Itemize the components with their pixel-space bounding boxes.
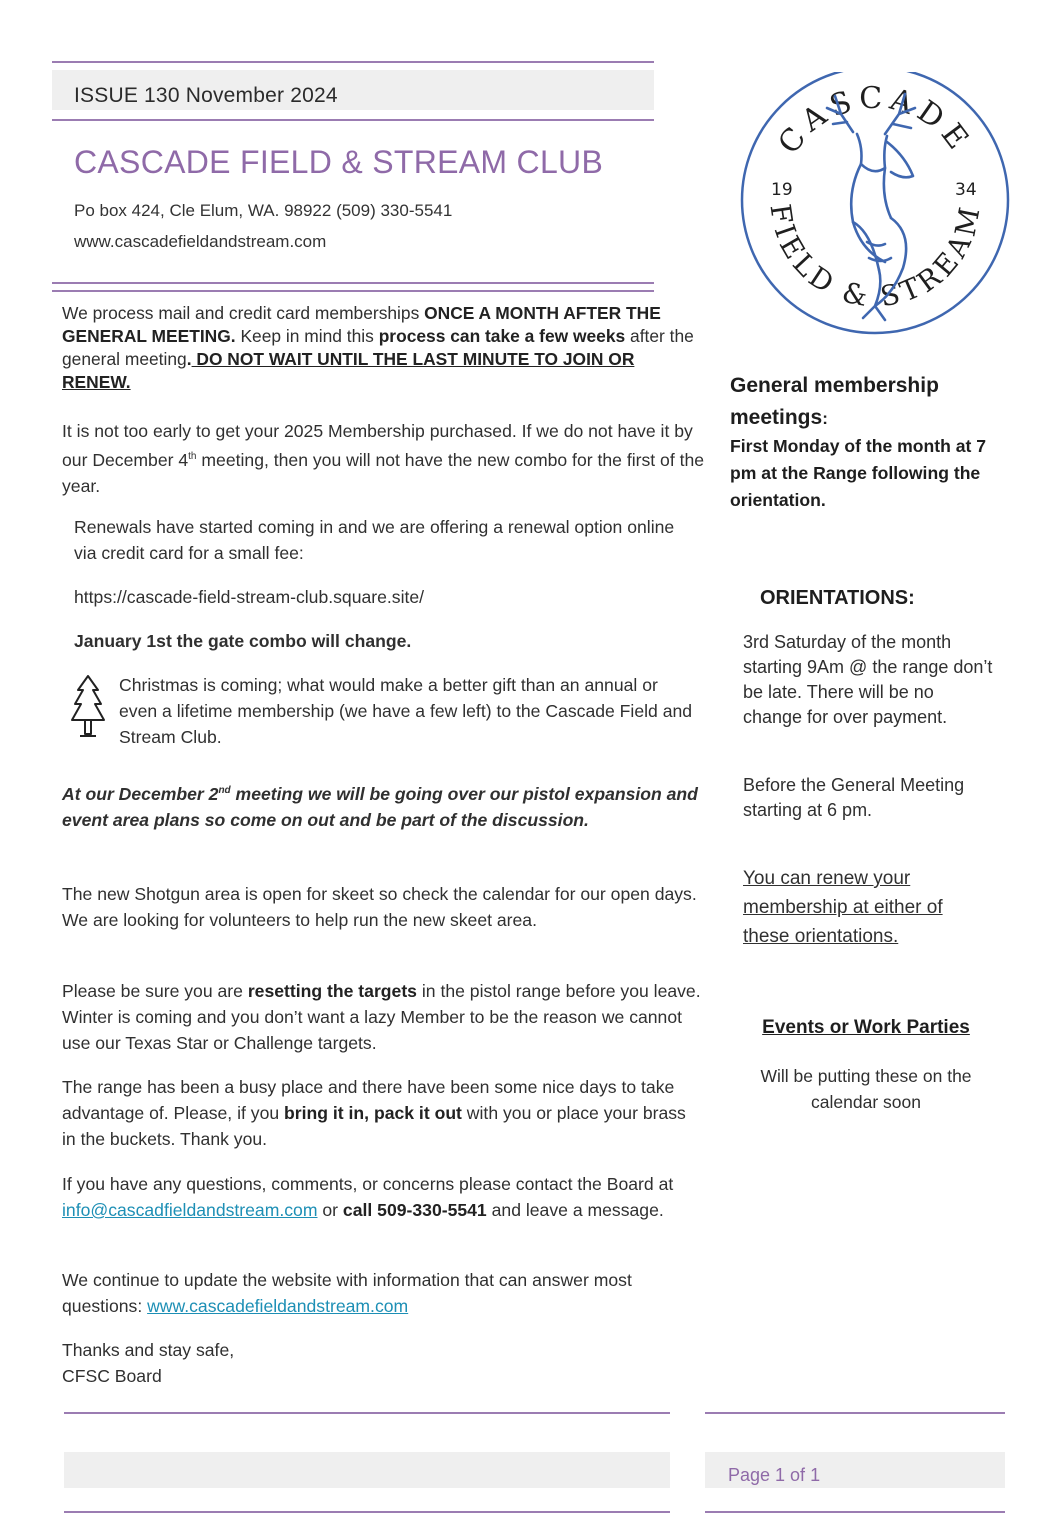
christmas-tree-icon xyxy=(70,674,106,742)
p1-period: . xyxy=(186,349,192,369)
contact-email-link[interactable]: info@cascadfieldandstream.com xyxy=(62,1200,318,1220)
gm-title-line-1: General membership xyxy=(730,374,939,397)
events-text: Will be putting these on the calendar soon xyxy=(760,1066,972,1112)
club-title: CASCADE FIELD & STREAM CLUB xyxy=(74,144,604,180)
reset-targets-paragraph xyxy=(62,978,702,1056)
signoff-line-1: Thanks and stay safe, xyxy=(62,1340,235,1360)
p11-text-3: and leave a message. xyxy=(486,1200,664,1220)
footer-top-rule-left xyxy=(64,1412,670,1414)
p1-bold: ONCE A MONTH AFTER THE GENERAL MEETING. xyxy=(62,303,661,346)
p1-text-2: Keep in mind this xyxy=(235,326,379,346)
website-update-paragraph xyxy=(62,1267,702,1319)
header-bottom-rule-2 xyxy=(52,290,654,292)
footer-band-left xyxy=(64,1452,670,1488)
december-meeting-paragraph xyxy=(62,778,702,833)
p9-bold: resetting the targets xyxy=(247,981,417,1001)
p1-text: We process mail and credit card memberships xyxy=(62,303,425,323)
p9-text: Please be sure you are xyxy=(62,981,248,1001)
renewals-paragraph: Renewals have started coming in and we are offering a renewal option online via credit card for a small fee: xyxy=(74,517,675,563)
early-membership-paragraph xyxy=(62,418,710,499)
club-website[interactable]: www.cascadefieldandstream.com xyxy=(74,232,327,251)
orientations-renew-note: You can renew your membership at either of these orientations. xyxy=(743,868,943,947)
issue-label: ISSUE 130 November 2024 xyxy=(74,84,338,107)
p11-text-2: or xyxy=(317,1200,343,1220)
header-bottom-rule-1 xyxy=(52,282,654,284)
footer-bottom-rule-left xyxy=(64,1511,670,1513)
p7-sup: nd xyxy=(218,785,231,796)
page-number: Page 1 of 1 xyxy=(728,1465,821,1485)
logo-top-text: CASCADE xyxy=(771,80,979,161)
p10-text-2: with you or place your brass in the buckets. Thank you. xyxy=(62,1103,686,1149)
header-mid-rule xyxy=(52,119,654,121)
orientations-schedule: 3rd Saturday of the month starting 9Am @ the range don’t be late. There will be no change for over payment. xyxy=(743,632,993,727)
p9-text-2: in the pistol range before you leave. Winter is coming and you don’t want a lazy Member to be the reason we cannot use our Texas Star or Challenge targets. xyxy=(62,981,701,1053)
p11-text: If you have any questions, comments, or concerns please contact the Board at xyxy=(62,1174,674,1194)
events-title: Events or Work Parties xyxy=(762,1017,970,1038)
p7-text-2: meeting we will be going over our pistol expansion and event area plans so come on out and be part of the discussion. xyxy=(62,783,698,830)
orientations-title: ORIENTATIONS: xyxy=(760,587,915,609)
pack-it-out-paragraph xyxy=(62,1074,702,1152)
membership-processing-paragraph xyxy=(62,302,702,394)
p10-text: The range has been a busy place and there have been some nice days to take advantage of. Please, if you xyxy=(62,1077,675,1123)
square-site-url[interactable]: https://cascade-field-stream-club.square.site/ xyxy=(74,587,425,607)
christmas-gift-paragraph: Christmas is coming; what would make a better gift than an annual or even a lifetime membership (we have a few left) to the Cascade Field and Stream Club. xyxy=(119,675,693,747)
website-link[interactable]: www.cascadefieldandstream.com xyxy=(147,1296,409,1316)
club-address: Po box 424, Cle Elum, WA. 98922 (509) 330-5541 xyxy=(74,201,453,220)
p2-text: It is not too early to get your 2025 Membership purchased. If we do not have it by our December 4 xyxy=(62,421,693,470)
gate-combo-text: January 1st the gate combo will change. xyxy=(74,631,412,651)
p7-text: At our December 2 xyxy=(62,783,219,804)
p2-text-2: meeting, then you will not have the new combo for the first of the year. xyxy=(62,449,705,496)
general-meetings-title xyxy=(730,370,1010,435)
gm-title-line-2: meetings xyxy=(730,406,823,429)
p10-bold: bring it in, pack it out xyxy=(284,1103,462,1123)
p1-warning: DO NOT WAIT UNTIL THE LAST MINUTE TO JOIN OR RENEW. xyxy=(62,349,635,392)
logo-year-left: 19 xyxy=(771,180,793,200)
gm-title-colon: : xyxy=(822,409,828,428)
shotgun-area-paragraph: The new Shotgun area is open for skeet so check the calendar for our open days. We are looking for volunteers to help run the new skeet area. xyxy=(62,884,697,930)
orientations-before-meeting: Before the General Meeting starting at 6 pm. xyxy=(743,775,965,820)
p2-sup: th xyxy=(188,451,197,462)
gate-combo-notice xyxy=(74,628,694,654)
contact-paragraph xyxy=(62,1171,702,1223)
general-meetings-text: First Monday of the month at 7 pm at the Range following the orientation. xyxy=(730,436,987,510)
p12-text: We continue to update the website with information that can answer most questions: xyxy=(62,1270,632,1316)
p11-phone: call 509-330-5541 xyxy=(342,1200,487,1220)
club-logo xyxy=(735,72,1015,342)
p1-bold-2: process can take a few weeks xyxy=(378,326,626,346)
logo-year-right: 34 xyxy=(955,180,977,200)
header-top-rule xyxy=(52,61,654,63)
footer-top-rule-right xyxy=(705,1412,1005,1414)
p1-text-3: after the general meeting xyxy=(62,326,694,369)
footer-bottom-rule-right xyxy=(705,1511,1005,1513)
logo-bottom-text: FIELD & STREAM xyxy=(763,200,988,314)
signoff-line-2: CFSC Board xyxy=(62,1366,162,1386)
